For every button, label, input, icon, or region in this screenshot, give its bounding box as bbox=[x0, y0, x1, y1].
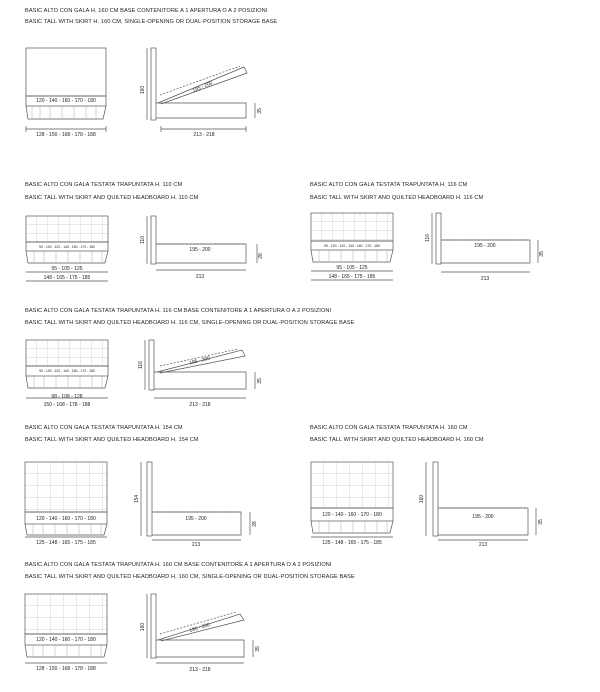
section-1-base-height: 35 bbox=[257, 108, 263, 114]
section-1-title-it: BASIC ALTO CON GALA H. 160 CM BASE CONTENITORE A 1 APERTURA O A 2 POSIZIONI bbox=[25, 8, 268, 14]
section-4-title-en: BASIC TALL WITH SKIRT AND QUILTED HEADBOARD H. 116 CM, SINGLE-OPENING OR DUAL-POSITION STORAGE BASE bbox=[25, 320, 355, 326]
section-6-height: 160 bbox=[419, 494, 425, 504]
section-7-outer-widths: 128 - 150 - 168 - 178 - 188 bbox=[36, 666, 96, 672]
section-2-title-en: BASIC TALL WITH SKIRT AND QUILTED HEADBOARD H. 110 CM bbox=[25, 195, 199, 201]
section-1-front-view bbox=[26, 48, 106, 132]
section-4-outer-widths-1: 98 - 108 - 128 bbox=[51, 394, 83, 400]
section-7-storage-opening: 195 - 200 bbox=[188, 622, 211, 635]
section-4-inner-widths: 90 - 100 - 120 - 140 - 160 - 170 - 180 bbox=[39, 369, 95, 373]
section-7-inner-widths: 120 - 140 - 160 - 170 - 180 bbox=[36, 637, 96, 643]
section-4-depth: 213 - 218 bbox=[189, 402, 211, 408]
section-2-base-height: 28 bbox=[258, 253, 264, 259]
section-5-inner-length: 195 - 200 bbox=[185, 516, 207, 522]
section-4-height: 116 bbox=[138, 361, 144, 369]
section-3-inner-widths: 90 - 100 - 120 - 140 - 160 - 170 - 180 bbox=[324, 244, 380, 248]
section-2-inner-widths: 90 - 100 - 120 - 140 - 160 - 170 - 180 bbox=[39, 245, 95, 249]
section-4-side-view bbox=[145, 340, 255, 398]
section-1-title-en: BASIC TALL WITH SKIRT H. 160 CM, SINGLE-OPENING OR DUAL-POSITION STORAGE BASE bbox=[25, 19, 278, 25]
section-6-inner-widths: 120 - 140 - 160 - 170 - 180 bbox=[322, 512, 382, 518]
section-2-title-it: BASIC ALTO CON GALA TESTATA TRAPUNTATA H. 110 CM bbox=[25, 182, 183, 188]
section-3-outer-widths-1: 95 - 105 - 125 bbox=[336, 265, 368, 271]
section-7-title-en: BASIC TALL WITH SKIRT AND QUILTED HEADBOARD H. 160 CM, SINGLE-OPENING OR DUAL-POSITION STORAGE BASE bbox=[25, 574, 355, 580]
section-7-height: 160 bbox=[140, 622, 146, 632]
section-5-depth: 213 bbox=[191, 542, 201, 548]
section-5-title-en: BASIC TALL WITH SKIRT AND QUILTED HEADBOARD H. 154 CM bbox=[25, 437, 199, 443]
section-3-title-it: BASIC ALTO CON GALA TESTATA TRAPUNTATA H. 116 CM bbox=[310, 182, 468, 188]
section-1-depth: 213 - 218 bbox=[193, 132, 215, 138]
section-2-inner-length: 195 - 200 bbox=[189, 247, 211, 253]
section-6-outer-widths: 125 - 148 - 165 - 175 - 185 bbox=[322, 540, 382, 546]
section-6-side-view bbox=[426, 462, 536, 540]
section-7-title-it: BASIC ALTO CON GALA TESTATA TRAPUNTATA H. 160 CM BASE CONTENITORE A 1 APERTURA O A 2 POSIZIONI bbox=[25, 562, 332, 568]
section-3-base-height: 35 bbox=[539, 251, 545, 257]
section-2-outer-widths-2: 148 - 165 - 175 - 185 bbox=[43, 275, 91, 281]
section-2-height: 110 bbox=[140, 236, 146, 244]
section-4-title-it: BASIC ALTO CON GALA TESTATA TRAPUNTATA H. 116 CM BASE CONTENITORE A 1 APERTURA O A 2 POSIZIONI bbox=[25, 308, 332, 314]
section-5-base-height: 28 bbox=[252, 521, 258, 527]
section-6-title-it: BASIC ALTO CON GALA TESTATA TRAPUNTATA H. 160 CM bbox=[310, 425, 468, 431]
section-4-storage-opening: 195 - 200 bbox=[188, 355, 211, 367]
section-5-front-view bbox=[25, 462, 107, 537]
section-3-depth: 213 bbox=[480, 276, 490, 282]
section-6-front-view bbox=[311, 462, 393, 537]
section-1-inner-widths: 120 - 140 - 160 - 170 - 180 bbox=[36, 98, 96, 104]
section-6-inner-length: 195 - 200 bbox=[472, 514, 494, 520]
section-2-depth: 213 bbox=[195, 274, 205, 280]
section-1-outer-widths: 128 - 150 - 168 - 178 - 188 bbox=[36, 132, 96, 138]
section-5-title-it: BASIC ALTO CON GALA TESTATA TRAPUNTATA H. 154 CM bbox=[25, 425, 183, 431]
section-2-side-view bbox=[147, 216, 257, 270]
section-6-title-en: BASIC TALL WITH SKIRT AND QUILTED HEADBOARD H. 160 CM bbox=[310, 437, 484, 443]
section-6-depth: 213 bbox=[478, 542, 488, 548]
section-5-inner-widths: 120 - 140 - 160 - 170 - 180 bbox=[36, 516, 96, 522]
section-7-front-view bbox=[25, 594, 107, 663]
section-3-height: 116 bbox=[425, 234, 431, 242]
section-7-depth: 213 - 218 bbox=[189, 667, 211, 673]
section-4-base-height: 35 bbox=[257, 378, 263, 384]
section-3-title-en: BASIC TALL WITH SKIRT AND QUILTED HEADBOARD H. 116 CM bbox=[310, 195, 484, 201]
section-2-outer-widths-1: 95 - 105 - 125 bbox=[51, 266, 83, 272]
section-6-base-height: 35 bbox=[538, 519, 544, 525]
section-5-outer-widths: 125 - 148 - 165 - 175 - 185 bbox=[36, 540, 96, 546]
section-3-inner-length: 195 - 200 bbox=[474, 243, 496, 249]
section-1-storage-opening: 195 - 200 bbox=[191, 80, 214, 94]
section-7-base-height: 35 bbox=[255, 646, 261, 652]
section-3-outer-widths-2: 148 - 165 - 175 - 185 bbox=[328, 274, 376, 280]
section-5-height: 154 bbox=[134, 494, 140, 504]
section-1-height: 160 bbox=[140, 85, 146, 95]
section-5-side-view bbox=[141, 462, 250, 540]
section-4-outer-widths-2: 150 - 168 - 178 - 188 bbox=[43, 402, 91, 408]
